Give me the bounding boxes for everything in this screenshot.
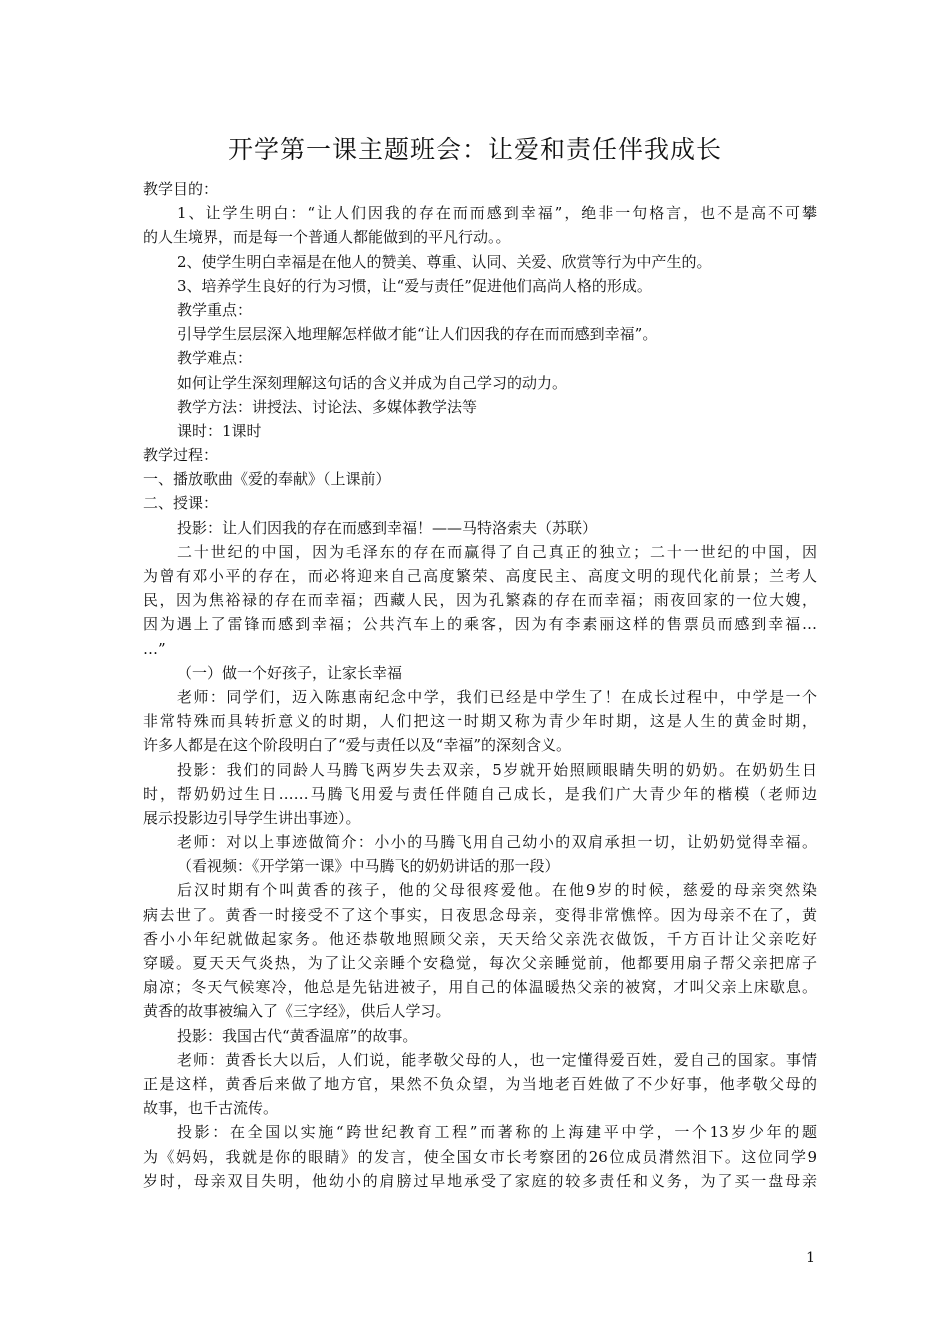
text-line: 病去世了。黄香一时接受不了这个事实，日夜思念母亲，变得非常憔悴。因为母亲不在了，黄 xyxy=(143,905,817,924)
text-line: 3、培养学生良好的行为习惯，让“爱与责任”促进他们高尚人格的形成。 xyxy=(177,276,652,295)
text-line: 时，帮奶奶过生日……马腾飞用爱与责任伴随自己成长，是我们广大青少年的楷模（老师边 xyxy=(143,784,817,803)
text-line: （看视频：《开学第一课》中马腾飞的奶奶讲话的那一段） xyxy=(177,857,560,876)
text-line: 黄香的故事被编入了《三字经》，供后人学习。 xyxy=(143,1002,451,1021)
text-line: 许多人都是在这个阶段明白了“爱与责任以及“幸福”的深刻含义。 xyxy=(143,736,572,755)
text-line: 投影：我们的同龄人马腾飞两岁失去双亲，5岁就开始照顾眼睛失明的奶奶。在奶奶生日 xyxy=(177,760,817,779)
text-line: 老师：对以上事迹做简介：小小的马腾飞用自己幼小的双肩承担一切，让奶奶觉得幸福。 xyxy=(177,833,817,852)
text-line: 引导学生层层深入地理解怎样做才能“让人们因我的存在而而感到幸福”。 xyxy=(177,325,658,344)
page-number: 1 xyxy=(806,1250,815,1266)
text-line: 二十世纪的中国，因为毛泽东的存在而赢得了自己真正的独立；二十一世纪的中国，因 xyxy=(177,542,817,561)
text-line: （一）做一个好孩子，让家长幸福 xyxy=(177,663,403,682)
text-line: 教学方法：讲授法、讨论法、多媒体教学法等 xyxy=(177,397,478,416)
text-line: 教学目的： xyxy=(143,180,219,198)
text-line: 岁时，母亲双目失明，他幼小的肩膀过早地承受了家庭的较多责任和义务，为了买一盘母亲 xyxy=(143,1171,817,1190)
text-line: 正是这样，黄香后来做了地方官，果然不负众望，为当地老百姓做了不少好事，他孝敬父母的 xyxy=(143,1074,817,1093)
text-line: 香小小年纪就做起家务。他还恭敬地照顾父亲，天天给父亲洗衣做饭，千方百计让父亲吃好 xyxy=(143,929,817,948)
text-line: …” xyxy=(143,639,166,658)
text-line: 老师：黄香长大以后，人们说，能孝敬父母的人，也一定懂得爱百姓，爱自己的国家。事情 xyxy=(177,1050,817,1069)
text-line: 为《妈妈，我就是你的眼睛》的发言，使全国女市长考察团的26位成员潸然泪下。这位同学9 xyxy=(143,1147,817,1166)
text-line: 一、播放歌曲《爱的奉献》（上课前） xyxy=(143,470,391,489)
text-line: 民，因为焦裕禄的存在而幸福；西藏人民，因为孔繁森的存在而幸福；雨夜回家的一位大嫂， xyxy=(143,591,817,610)
text-line: 后汉时期有个叫黄香的孩子，他的父母很疼爱他。在他9岁的时候，慈爱的母亲突然染 xyxy=(177,881,817,900)
text-line: 教学难点： xyxy=(177,349,253,368)
text-line: 扇凉；冬天气候寒冷，他总是先钻进被子，用自己的体温暖热父亲的被窝，才叫父亲上床歇息。 xyxy=(143,978,817,997)
text-line: 教学过程： xyxy=(143,446,219,465)
text-line: 教学重点： xyxy=(177,300,253,319)
text-line: 故事，也千古流传。 xyxy=(143,1099,279,1118)
text-line: 穿暖。夏天天气炎热，为了让父亲睡个安稳觉，每次父亲睡觉前，他都要用扇子帮父亲把席子 xyxy=(143,954,817,972)
text-line: 2、使学生明白幸福是在他人的赞美、尊重、认同、关爱、欣赏等行为中产生的。 xyxy=(177,252,712,271)
text-line: 投影：我国古代“黄香温席”的故事。 xyxy=(177,1026,418,1045)
text-line: 非常特殊而具转折意义的时期，人们把这一时期又称为青少年时期，这是人生的黄金时期， xyxy=(143,712,817,731)
text-line: 老师：同学们，迈入陈惠南纪念中学，我们已经是中学生了！在成长过程中，中学是一个 xyxy=(177,687,817,706)
text-line: 二、授课： xyxy=(143,494,219,513)
document-title: 开学第一课主题班会：让爱和责任伴我成长 xyxy=(227,135,722,164)
text-line: 为曾有邓小平的存在，而必将迎来自己高度繁荣、高度民主、高度文明的现代化前景；兰考人 xyxy=(143,567,817,585)
document-body xyxy=(143,177,817,1193)
text-line: 投影：在全国以实施“跨世纪教育工程”而著称的上海建平中学，一个13岁少年的题 xyxy=(177,1123,817,1142)
text-line: 课时：1课时 xyxy=(177,421,262,440)
text-line: 展示投影边引导学生讲出事迹）。 xyxy=(143,808,361,827)
text-line: 如何让学生深刻理解这句话的含义并成为自己学习的动力。 xyxy=(177,373,568,392)
text-line: 1、让学生明白：“让人们因我的存在而而感到幸福”，绝非一句格言，也不是高不可攀 xyxy=(177,204,817,223)
text-line: 因为遇上了雷锋而感到幸福；公共汽车上的乘客，因为有李素丽这样的售票员而感到幸福… xyxy=(143,615,817,634)
text-line: 投影：让人们因我的存在而感到幸福！——马特洛索夫（苏联） xyxy=(177,518,598,537)
text-line: 的人生境界，而是每一个普通人都能做到的平凡行动。。 xyxy=(143,228,511,247)
